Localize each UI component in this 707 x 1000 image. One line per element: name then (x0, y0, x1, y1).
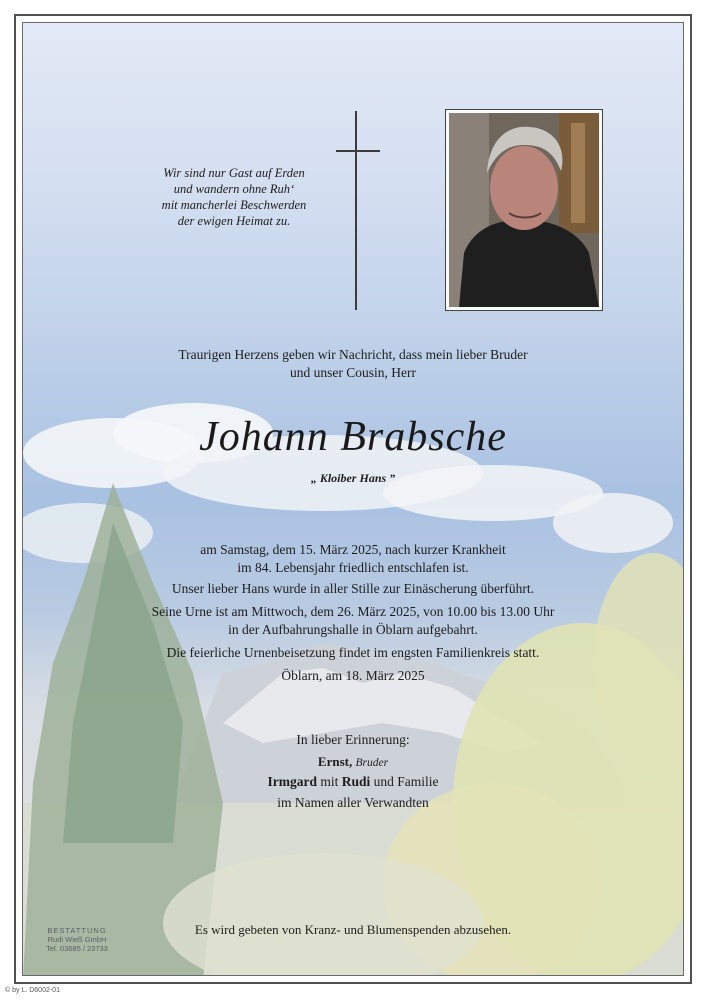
intro-text (23, 346, 683, 382)
verse-line: Wir sind nur Gast auf Erden (163, 166, 305, 180)
urn-line: Seine Urne ist am Mittwoch, dem 26. März 2025, von 10.00 bis 13.00 Uhr (151, 604, 555, 619)
undertaker-company: Rudi Wieß GmbH (47, 935, 107, 944)
undertaker-label: BESTATTUNG (47, 926, 107, 935)
remembrance-heading: In lieber Erinnerung: (296, 732, 410, 747)
place-date: Öblarn, am 18. März 2025 (281, 668, 425, 683)
mourner-family: und Familie (373, 774, 439, 789)
mourner-partner: Rudi (341, 774, 371, 789)
donation-request: Es wird gebeten von Kranz- und Blumenspenden abzusehen. (194, 922, 512, 937)
cross-icon-crossbar (336, 150, 380, 152)
death-notice-line: im 84. Lebensjahr friedlich entschlafen ist. (237, 560, 469, 575)
urn-viewing-text (23, 603, 683, 639)
mourner-irmgard (23, 774, 683, 790)
intro-line: Traurigen Herzens geben wir Nachricht, dass mein lieber Bruder (178, 347, 528, 362)
nickname: „ Kloiber Hans ” (310, 471, 396, 485)
portrait-image (449, 113, 599, 307)
cremation-text: Unser lieber Hans wurde in aller Stille zur Einäscherung überführt. (171, 581, 535, 596)
mourner-relation: Bruder (355, 757, 389, 769)
portrait-photo (445, 109, 603, 311)
mourner-name: Irmgard (267, 774, 317, 789)
notice-card (22, 22, 684, 976)
cross-icon (355, 111, 357, 310)
death-notice (23, 541, 683, 577)
death-notice-line: am Samstag, dem 15. März 2025, nach kurzer Krankheit (200, 542, 506, 557)
urn-line: in der Aufbahrungshalle in Öblarn aufgebahrt. (228, 622, 478, 637)
memorial-verse (139, 165, 329, 229)
notice-frame (14, 14, 692, 984)
undertaker-phone: Tel. 03685 / 23733 (46, 944, 108, 953)
burial-text: Die feierliche Urnenbeisetzung findet im engsten Familienkreis statt. (166, 645, 540, 660)
relatives-line: im Namen aller Verwandten (277, 795, 429, 810)
mourner-ernst (23, 754, 683, 770)
deceased-name: Johann Brabsche (199, 414, 507, 460)
intro-line: und unser Cousin, Herr (290, 365, 416, 380)
verse-line: und wandern ohne Ruh‘ (173, 182, 295, 196)
verse-line: mit mancherlei Beschwerden (161, 198, 307, 212)
footer-code: © by L. D6002-01 (5, 987, 60, 994)
mourner-name: Ernst, (317, 754, 353, 769)
mourner-connector: mit (320, 774, 339, 789)
undertaker-stamp (31, 926, 123, 953)
verse-line: der ewigen Heimat zu. (177, 214, 291, 228)
